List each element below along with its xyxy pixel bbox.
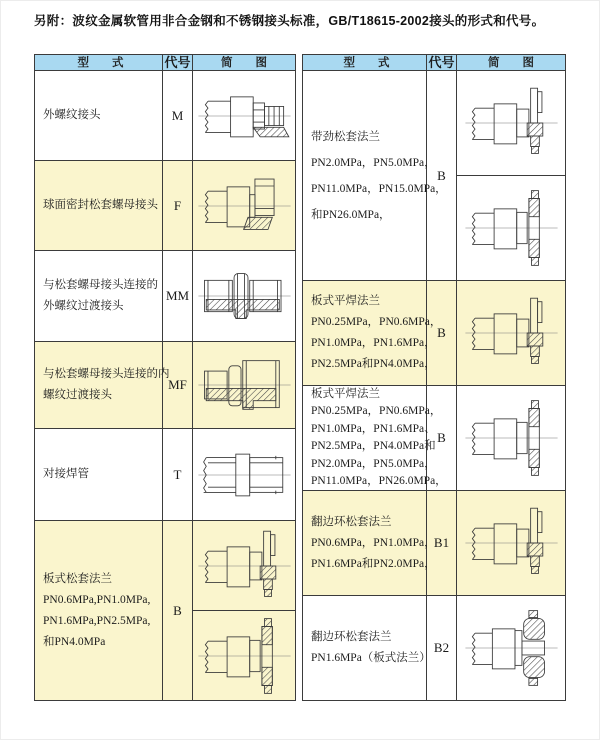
joint-diagram-cell (457, 491, 565, 595)
joint-type-cell (35, 429, 163, 520)
joint-type-text: 翻边环松套法兰 (311, 515, 392, 528)
joint-code-cell: M (163, 71, 193, 160)
joint-code-cell: B (427, 386, 457, 490)
joint-diagram-cell (193, 521, 295, 700)
joint-type-cell (303, 386, 447, 490)
joint-type-text: 外螺纹过渡接头 (43, 300, 124, 312)
table-row-left-1 (35, 71, 295, 161)
flange-section-both-diagram (193, 610, 295, 700)
table-row-left-2 (35, 161, 295, 251)
joint-type-text: 翻边环松套法兰 (311, 631, 392, 643)
joint-type-text: PN1.6MPa（板式法兰） (311, 652, 431, 664)
joint-code-cell: B2 (427, 596, 457, 700)
table-row-right-1 (303, 71, 565, 281)
joint-diagram-cell (457, 386, 565, 490)
joint-type-cell (35, 251, 163, 341)
joint-type-text: PN2.0MPa，PN5.0MPa， (311, 457, 436, 470)
joint-type-text: 板式平焊法兰 (311, 387, 380, 400)
flange-plate-up-diagram (457, 281, 565, 385)
joint-type-cell (303, 281, 442, 385)
male-female-adapter-diagram (193, 342, 295, 428)
butt-weld-pipe-diagram (193, 429, 295, 520)
joint-type-text: 带劲松套法兰 (311, 130, 380, 143)
joint-type-text: PN1.0MPa，PN1.6MPa、 (311, 422, 436, 435)
right-joint-table (302, 54, 566, 701)
joint-type-text: 板式平焊法兰 (311, 295, 380, 307)
joint-type-text: PN1.6MPa和PN2.0MPa， (311, 557, 436, 570)
column-header-type: 型 式 (303, 55, 427, 70)
joint-code-cell: T (163, 429, 193, 520)
joint-diagram-cell (193, 161, 295, 250)
lap-ring-plate-flange-diagram (457, 596, 565, 700)
joint-type-cell (303, 491, 436, 595)
joint-type-text: PN1.0MPa，PN1.6MPa， (311, 337, 436, 349)
table-row-left-5 (35, 429, 295, 521)
joint-type-text: 球面密封松套螺母接头 (43, 199, 158, 211)
table-row-right-5 (303, 596, 565, 700)
joint-type-text: 与松套螺母接头连接的内 (43, 368, 170, 380)
joint-diagram-cell (193, 342, 295, 428)
joint-diagram-cell (193, 71, 295, 160)
joint-type-text: 和PN4.0MPa (43, 635, 106, 648)
joint-type-text: PN2.5MPa，PN4.0MPa和 (311, 440, 436, 452)
tables-container (34, 54, 566, 701)
table-row-left-6 (35, 521, 295, 700)
joint-type-cell (35, 521, 163, 700)
column-header-type: 型 式 (35, 55, 163, 70)
joint-code-cell: B1 (427, 491, 457, 595)
flange-plate-up-diagram (193, 521, 295, 610)
joint-type-cell (303, 71, 447, 280)
swivel-nut-joint-diagram (193, 161, 295, 250)
column-header-code: 代号 (427, 55, 457, 70)
joint-code-cell: B (163, 521, 193, 700)
flange-plate-up-diagram (457, 71, 565, 175)
joint-type-text: 板式松套法兰 (43, 572, 112, 585)
joint-type-cell (303, 596, 431, 700)
table-header-row (303, 55, 565, 71)
table-row-left-4 (35, 342, 295, 429)
joint-type-text: PN0.25MPa，PN0.6MPa， (311, 405, 442, 417)
column-header-diagram: 简 图 (488, 56, 534, 69)
joint-diagram-cell (457, 71, 565, 280)
joint-code-cell: MF (163, 342, 193, 428)
left-joint-table (34, 54, 296, 701)
joint-diagram-cell (193, 251, 295, 341)
joint-type-text: PN11.0MPa，PN26.0MPa， (311, 475, 447, 487)
table-row-right-4 (303, 491, 565, 596)
joint-type-text: PN2.5MPa和PN4.0MPa， (311, 358, 436, 370)
joint-diagram-cell (457, 596, 565, 700)
joint-code-cell: B (427, 71, 457, 280)
column-header-diagram: 简 图 (221, 56, 267, 69)
joint-code-cell: F (163, 161, 193, 250)
joint-type-text: 与松套螺母接头连接的 (43, 279, 158, 291)
joint-type-text: 对接焊管 (43, 468, 89, 480)
joint-type-text: 和PN26.0MPa， (311, 208, 391, 221)
flange-section-both-diagram (457, 386, 565, 490)
joint-type-cell (35, 342, 170, 428)
joint-type-cell (35, 71, 163, 160)
joint-type-text: PN0.25MPa，PN0.6MPa， (311, 316, 442, 328)
joint-type-text: 外螺纹接头 (43, 109, 101, 121)
joint-code-cell: MM (163, 251, 193, 341)
table-row-right-2 (303, 281, 565, 386)
joint-diagram-cell (193, 429, 295, 520)
flange-section-both-diagram (457, 175, 565, 280)
male-thread-joint-diagram (193, 71, 295, 160)
joint-type-text: PN0.6MPa,PN1.0MPa, (43, 593, 151, 606)
joint-type-text: PN11.0MPa，PN15.0MPa， (311, 182, 447, 195)
male-male-adapter-diagram (193, 251, 295, 341)
page-title: 另附：波纹金属软管用非合金钢和不锈钢接头标准，GB/T18615-2002接头的形式和代号。 (34, 14, 545, 28)
table-header-row (35, 55, 295, 71)
joint-code-cell: B (427, 281, 457, 385)
joint-type-cell (35, 161, 163, 250)
joint-type-text: 螺纹过渡接头 (43, 389, 112, 401)
column-header-code: 代号 (163, 55, 193, 70)
joint-type-text: PN0.6MPa，PN1.0MPa， (311, 536, 436, 549)
joint-type-text: PN2.0MPa，PN5.0MPa， (311, 156, 436, 169)
table-row-left-3 (35, 251, 295, 342)
joint-diagram-cell (457, 281, 565, 385)
joint-type-text: PN1.6MPa,PN2.5MPa, (43, 614, 151, 627)
flange-plate-up-diagram (457, 491, 565, 595)
table-row-right-3 (303, 386, 565, 491)
